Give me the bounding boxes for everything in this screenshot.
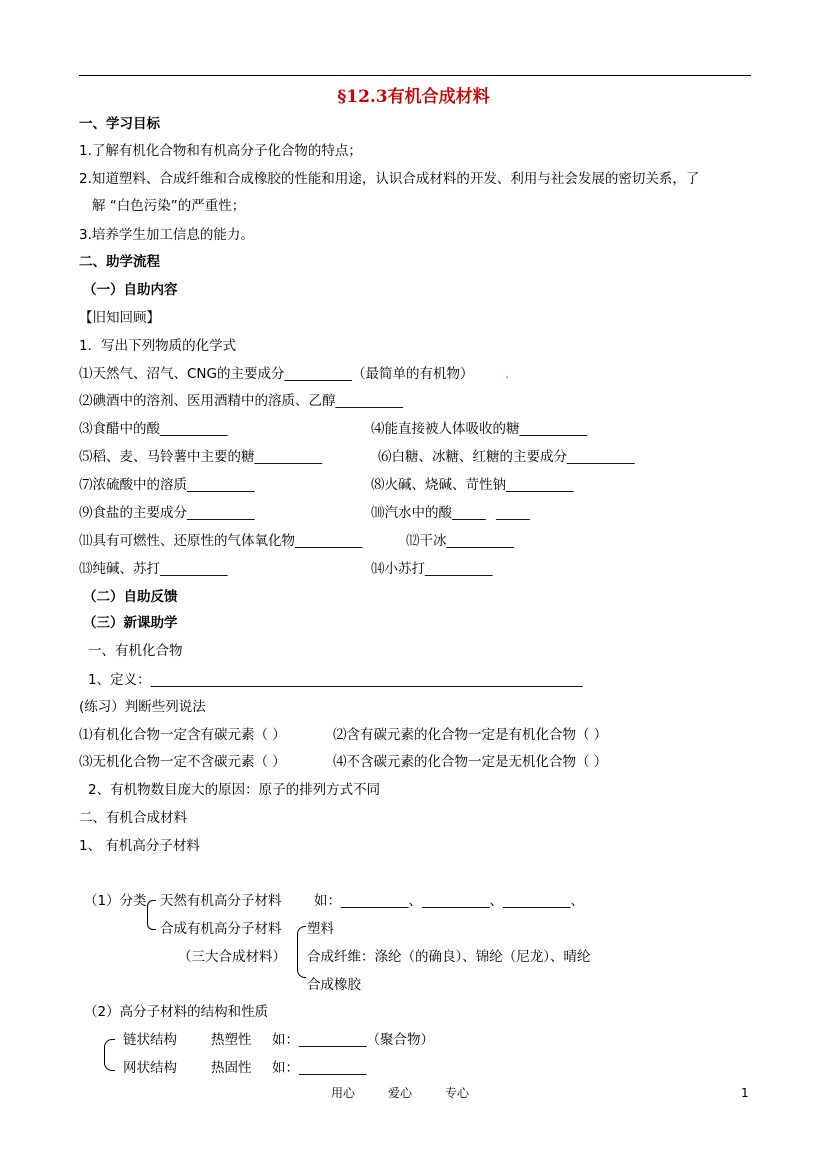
classification-brace — [147, 900, 156, 930]
goal-item-3: 3.培养学生加工信息的能力。 — [79, 227, 254, 243]
definition-line: 1、定义：________________________________________________________________ — [88, 672, 583, 688]
chain-structure: 链状结构 — [123, 1032, 177, 1048]
natural-polymer-examples: 如：__________、__________、__________、 — [314, 893, 584, 909]
subsection-new-lesson: （三）新课助学 — [83, 615, 178, 631]
list-item: ⑶食醋中的酸__________ — [79, 421, 228, 437]
judgment-1: ⑴有机化合物一定含有碳元素（ ） — [79, 727, 286, 743]
three-synthetic-label: （三大合成材料） — [178, 949, 286, 965]
list-item: ⑼食盐的主要成分__________ — [79, 505, 255, 521]
synthetic-polymer: 合成有机高分子材料 — [160, 921, 282, 937]
subsection-self-content: （一）自助内容 — [83, 282, 178, 298]
list-item: ⑾具有可燃性、还原性的气体氧化物__________ — [79, 533, 363, 549]
plastic-item: 塑料 — [307, 921, 334, 937]
practice-label: (练习）判断些列说法 — [79, 699, 206, 715]
chain-example: 如：__________（聚合物） — [272, 1032, 434, 1048]
footer-text-3: 专心 — [445, 1086, 470, 1100]
reason-line: 2、有机物数目庞大的原因：原子的排列方式不同 — [88, 782, 381, 798]
part-organic-compounds: 一、有机化合物 — [88, 643, 183, 659]
thermoplastic: 热塑性 — [211, 1032, 252, 1048]
section-heading-goals: 一、学习目标 — [79, 116, 160, 132]
polymer-materials: 1、 有机高分子材料 — [79, 838, 200, 854]
list-item: ⒀纯碱、苏打__________ — [79, 561, 228, 577]
list-item: ⑿干冰__________ — [406, 533, 514, 549]
list-item: ⑺浓硫酸中的溶质__________ — [79, 477, 255, 493]
judgment-4: ⑷不含碳元素的化合物一定是无机化合物（ ） — [333, 754, 608, 770]
list-item-blank-tail: _____ — [496, 505, 530, 521]
list-item: ⑷能直接被人体吸收的糖__________ — [371, 421, 587, 437]
fiber-item: 合成纤维：涤纶（的确良）、锦纶（尼龙）、晴纶 — [307, 949, 591, 965]
goal-item-2-cont: 解 “白色污染”的严重性； — [92, 198, 246, 214]
list-item: ⒁小苏打__________ — [371, 561, 493, 577]
header-rule — [79, 75, 751, 76]
structure-brace — [104, 1039, 115, 1071]
list-item: ⑵碘酒中的溶剂、医用酒精中的溶质、乙醇__________ — [79, 393, 403, 409]
footer-text-2: 爱心 — [388, 1086, 413, 1100]
thermoset: 热固性 — [211, 1060, 252, 1076]
judgment-2: ⑵含有碳元素的化合物一定是有机化合物（ ） — [333, 727, 608, 743]
question-1: 1．写出下列物质的化学式 — [79, 338, 237, 354]
footer-text-1: 用心 — [331, 1086, 356, 1100]
network-example: 如：__________ — [272, 1060, 367, 1076]
rubber-item: 合成橡胶 — [307, 977, 361, 993]
page-number: 1 — [741, 1086, 749, 1100]
part-synthetic-materials: 二、有机合成材料 — [79, 810, 187, 826]
list-item: ⑽汽水中的酸_____ — [371, 505, 486, 521]
classification-label: （1）分类 — [84, 893, 147, 909]
stray-dot: . — [505, 366, 510, 382]
network-structure: 网状结构 — [123, 1060, 177, 1076]
natural-polymer: 天然有机高分子材料 — [160, 893, 282, 909]
list-item: ⑹白糖、冰糖、红糖的主要成分__________ — [378, 449, 635, 465]
goal-item-2: 2.知道塑料、合成纤维和合成橡胶的性能和用途，认识合成材料的开发、利用与社会发展的密切关系，了 — [79, 171, 700, 187]
list-item: ⑻火碱、烧碱、苛性钠__________ — [371, 477, 574, 493]
list-item: ⑸稻、麦、马铃薯中主要的糖__________ — [79, 449, 322, 465]
section-heading-flow: 二、助学流程 — [79, 254, 160, 270]
structure-title: （2）高分子材料的结构和性质 — [84, 1004, 269, 1020]
review-label: 【旧知回顾】 — [79, 310, 160, 326]
subsection-feedback: （二）自助反馈 — [83, 589, 178, 605]
list-item: ⑴天然气、沼气、CNG的主要成分__________（最简单的有机物） — [79, 366, 474, 382]
synthetic-brace — [297, 926, 306, 978]
page-title: §12.3有机合成材料 — [337, 87, 490, 107]
judgment-3: ⑶无机化合物一定不含碳元素（ ） — [79, 754, 286, 770]
goal-item-1: 1.了解有机化合物和有机高分子化合物的特点； — [79, 143, 362, 159]
